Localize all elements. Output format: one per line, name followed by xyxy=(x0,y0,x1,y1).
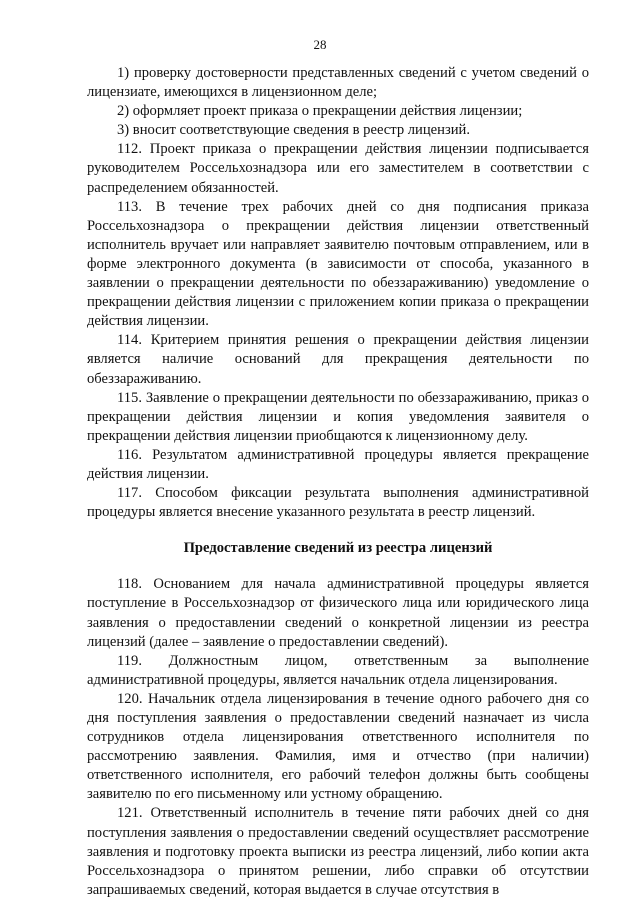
page-number: 28 xyxy=(313,37,327,52)
paragraph-121: 121. Ответственный исполнитель в течение пяти рабочих дней со дня поступления заявления о предоставлении сведений осуществляет рассмотрение заявления и подготовку проекта выписки из реестра лицензий, либо копии акта Россельхознадзора о принятом решении, либо справки об отсутствии запрашиваемых сведений, которая выдается в случае отсутствия в xyxy=(87,805,589,898)
paragraph-119: 119. Должностным лицом, ответственным за выполнение административной процедуры, является начальник отдела лицензирования. xyxy=(87,652,589,688)
paragraph-item-1-verification: 1) проверку достоверности представленных сведений с учетом сведений о лицензиате, имеющихся в лицензионном деле; xyxy=(87,65,589,101)
paragraph-item-2-draft-order: 2) оформляет проект приказа о прекращении действия лицензии; xyxy=(117,103,523,120)
paragraph-118: 118. Основанием для начала административной процедуры является поступление в Россельхознадзор от физического лица или юридического лица заявления о предоставлении сведений о конкретной лицензии из реестра лицензий (далее – заявление о предоставлении сведений). xyxy=(87,576,589,650)
paragraph-120: 120. Начальник отдела лицензирования в течение одного рабочего дня со дня поступления заявления о предоставлении сведений назначает из числа сотрудников отдела лицензирования ответственного исполнителя по рассмотрению заявления. Фамилия, имя и отчество (при наличии) ответственного исполнителя, его рабочий телефон должны быть сообщены заявителю по его письменному или устному обращению. xyxy=(87,690,589,803)
paragraph-113: 113. В течение трех рабочих дней со дня подписания приказа Россельхознадзора о прекращении действия лицензии ответственный исполнитель вручает или направляет заявителю почтовым отправлением, или в форме электронного документа (в зависимости от способа, указанного в заявлении о прекращении деятельности по обеззараживанию) уведомление о прекращении действия лицензии с приложением копии приказа о прекращении действия лицензии. xyxy=(87,198,589,330)
paragraph-116: 116. Результатом административной процедуры является прекращение действия лицензии. xyxy=(87,446,589,482)
paragraph-112: 112. Проект приказа о прекращении действия лицензии подписывается руководителем Россельхознадзора или его заместителем в соответствии с распределением обязанностей. xyxy=(87,141,589,196)
paragraph-114: 114. Критерием принятия решения о прекращении действия лицензии является наличие оснований для прекращения деятельности по обеззараживанию. xyxy=(87,332,589,387)
paragraph-item-3-registry-entry: 3) вносит соответствующие сведения в реестр лицензий. xyxy=(117,122,471,139)
paragraph-115: 115. Заявление о прекращении деятельности по обеззараживанию, приказ о прекращении действия лицензии и копия уведомления заявителя о прекращении действия лицензии приобщаются к лицензионному делу. xyxy=(87,389,589,444)
document-body xyxy=(87,64,589,900)
paragraph-117: 117. Способом фиксации результата выполнения административной процедуры является внесение указанного результата в реестр лицензий. xyxy=(87,485,589,521)
section-heading: Предоставление сведений из реестра лицензий xyxy=(183,540,493,557)
